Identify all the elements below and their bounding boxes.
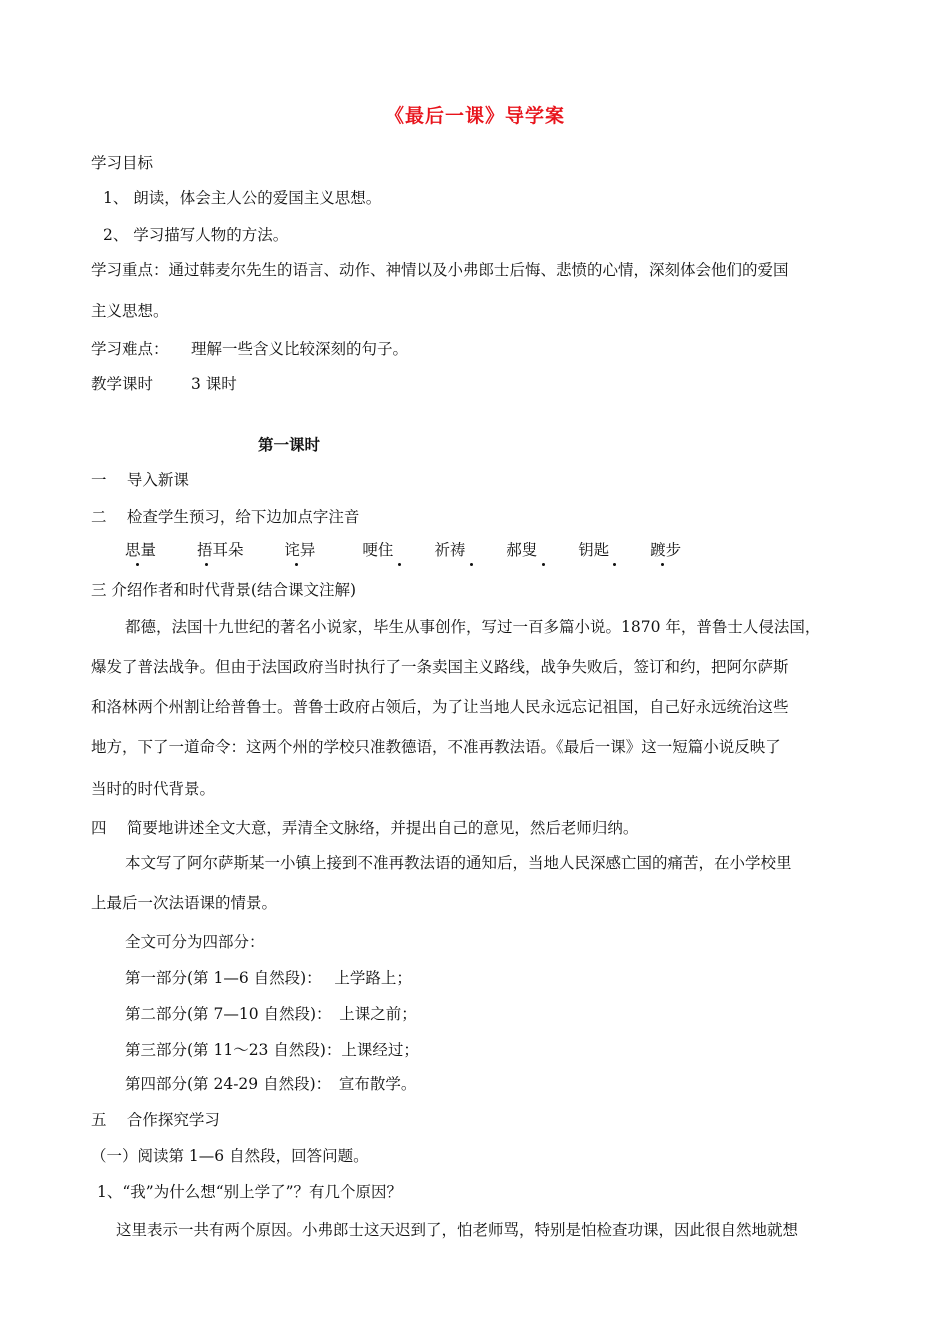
hours-text: 3 课时 <box>191 375 237 393</box>
step-3: 三 介绍作者和时代背景(结合课文注解) <box>91 581 357 599</box>
difficulty-label: 学习难点： <box>91 340 169 358</box>
objective-2: 2、 学习描写人物的方法。 <box>103 226 289 244</box>
vocab-item: 踱步 <box>650 540 699 560</box>
background-para-line-4: 地方，下了一道命令：这两个州的学校只准教德语，不准再教法语。《最后一课》这一短篇小说反映了 <box>91 738 781 756</box>
vocab-item: 捂耳朵 <box>197 540 262 560</box>
step-5: 五 合作探究学习 <box>91 1111 220 1129</box>
step-1: 一 导入新课 <box>91 471 189 489</box>
vocab-item: 思量 <box>125 540 174 560</box>
parts-intro: 全文可分为四部分： <box>125 933 265 951</box>
part-4: 第四部分(第 24-29 自然段)： 宣布散学。 <box>125 1075 417 1093</box>
vocab-item: 钥匙 <box>578 540 627 560</box>
difficulty-text: 理解一些含义比较深刻的句子。 <box>191 340 409 358</box>
background-para-line-5: 当时的时代背景。 <box>91 780 216 798</box>
background-para-line-3: 和洛林两个州割让给普鲁士。普鲁士政府占领后，为了让当地人民永远忘记祖国，自己好永远统治这些 <box>91 698 789 716</box>
part-3: 第三部分(第 11～23 自然段)：上课经过； <box>125 1041 419 1059</box>
focus-line-2: 主义思想。 <box>91 302 169 320</box>
hours-label: 教学课时 <box>91 375 154 393</box>
vocab-item: 郝叟 <box>506 540 555 560</box>
vocab-item: 哽住 <box>362 540 411 560</box>
summary-line-1: 本文写了阿尔萨斯某一小镇上接到不准再教法语的通知后，当地人民深感亡国的痛苦，在小学校里 <box>125 854 792 872</box>
vocab-item: 祈祷 <box>434 540 483 560</box>
objective-1: 1、 朗读，体会主人公的爱国主义思想。 <box>103 189 382 207</box>
summary-line-2: 上最后一次法语课的情景。 <box>91 894 278 912</box>
question-1: 1、“我”为什么想“别上学了”？有几个原因？ <box>97 1183 403 1201</box>
background-para-line-1: 都德，法国十九世纪的著名小说家，毕生从事创作，写过一百多篇小说。1870 年，普鲁士人侵法国， <box>125 618 821 636</box>
step-2: 二 检查学生预习，给下边加点字注音 <box>91 508 360 526</box>
vocab-list <box>125 540 717 560</box>
vocab-item: 诧异 <box>284 540 333 560</box>
focus-line-1: 学习重点：通过韩麦尔先生的语言、动作、神情以及小弗郎士后悔、悲愤的心情，深刻体会他们的爱国 <box>91 261 789 279</box>
background-para-line-2: 爆发了普法战争。但由于法国政府当时执行了一条卖国主义路线，战争失败后，签订和约，把阿尔萨斯 <box>91 658 789 676</box>
subsection-1: （一）阅读第 1—6 自然段，回答问题。 <box>91 1147 369 1165</box>
answer-1: 这里表示一共有两个原因。小弗郎士这天迟到了，怕老师骂，特别是怕检查功课，因此很自然地就想 <box>116 1221 799 1239</box>
part-1: 第一部分(第 1—6 自然段)： 上学路上； <box>125 969 412 987</box>
part-2: 第二部分(第 7—10 自然段)： 上课之前； <box>125 1005 417 1023</box>
document-title: 《最后一课》导学案 <box>384 105 565 127</box>
objectives-heading: 学习目标 <box>91 154 154 172</box>
lesson-heading: 第一课时 <box>258 436 321 454</box>
step-4: 四 简要地讲述全文大意，弄清全文脉络，并提出自己的意见，然后老师归纳。 <box>91 819 639 837</box>
